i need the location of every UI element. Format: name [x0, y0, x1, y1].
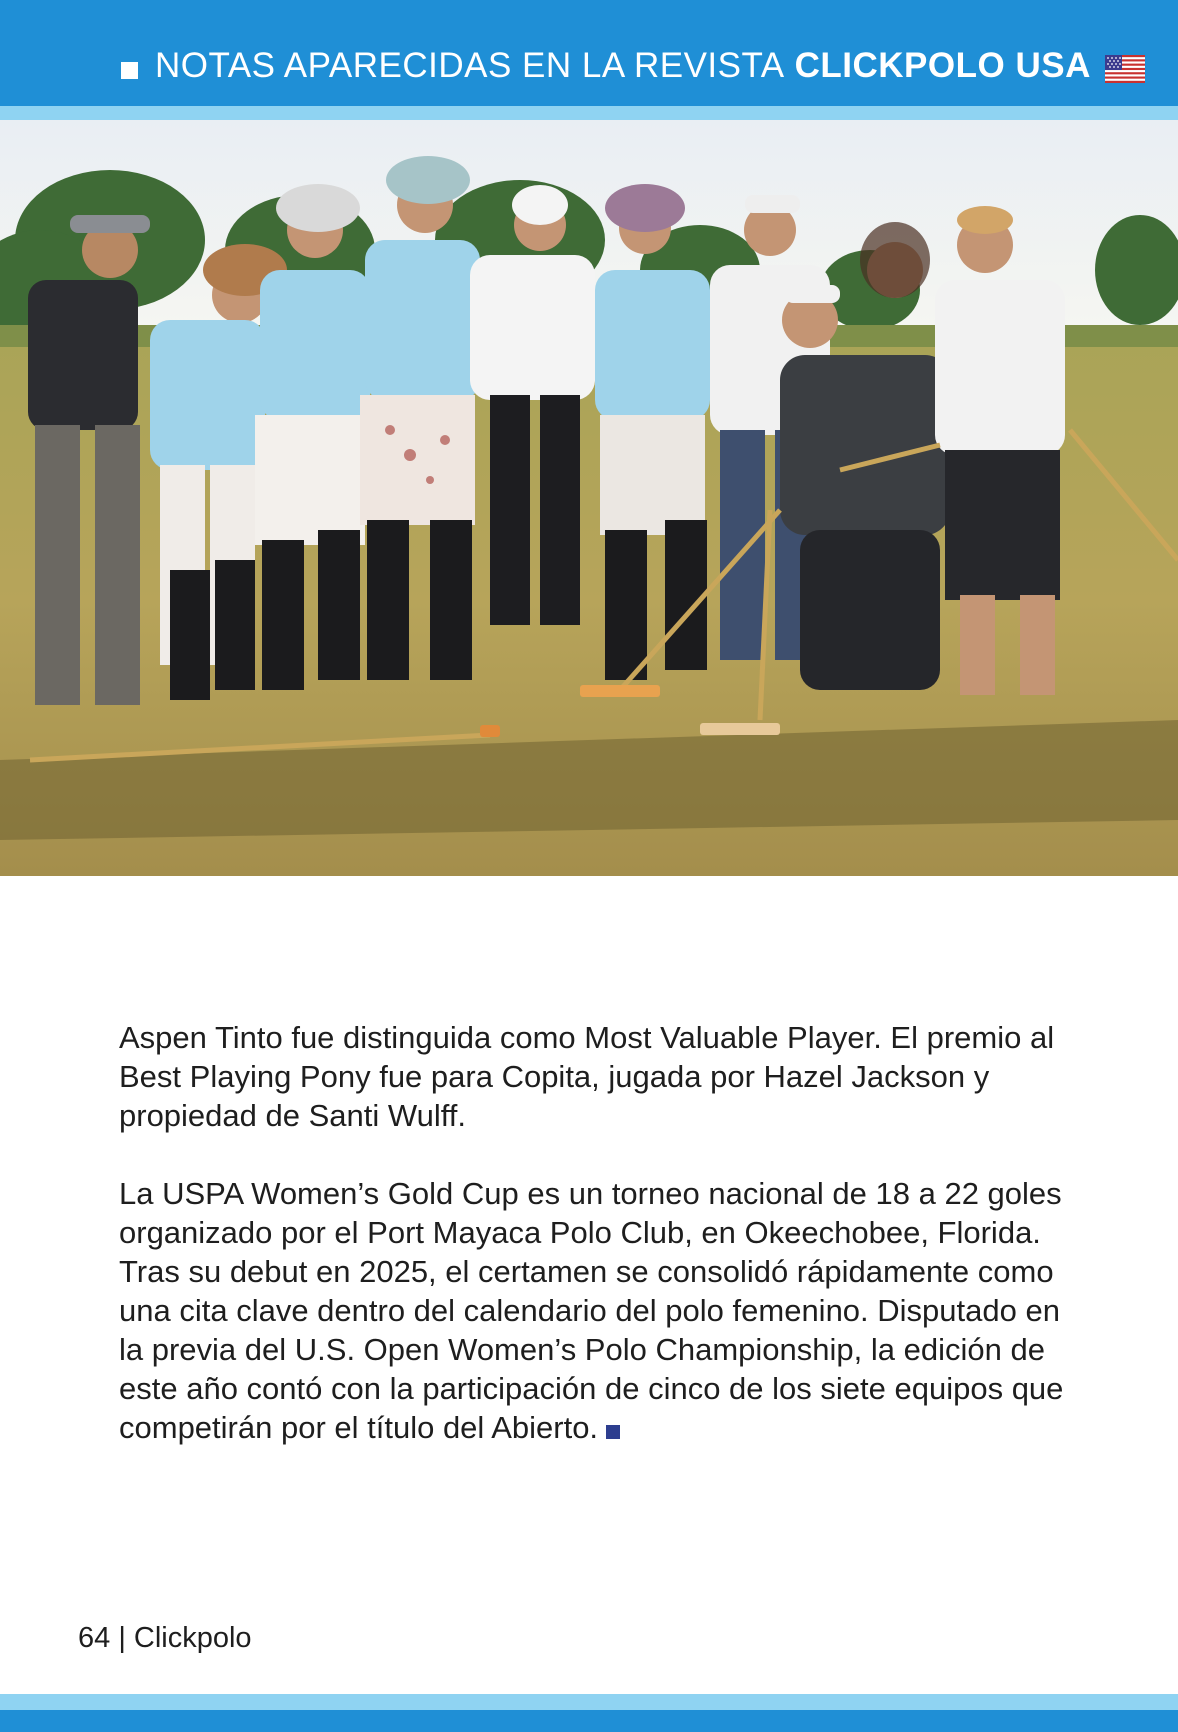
header-title-prefix: NOTAS APARECIDAS EN LA REVISTA — [155, 46, 785, 85]
article-paragraph-text: La USPA Women’s Gold Cup es un torneo nacional de 18 a 22 goles organizado por el Port Mayaca Polo Club, en Okeechobee, Florida. Tras su debut en 2025, el certamen se consolidó rápidamente como una cita clave dentro del calendario del polo femenino. Disputado en la previa del U.S. Open Women’s Polo Championship, la edición de este año contó con la participación de cinco de los siete equipos que competirán por el título del Abierto. — [119, 1176, 1064, 1445]
footer-stripe — [0, 1694, 1178, 1710]
page-footer: 64 | Clickpolo — [78, 1622, 252, 1654]
article-paragraph: Aspen Tinto fue distinguida como Most Valuable Player. El premio al Best Playing Pony fue para Copita, jugada por Hazel Jackson y propiedad de Santi Wulff. — [119, 1020, 1055, 1133]
article-paragraph — [119, 1174, 1069, 1447]
end-mark-icon — [606, 1425, 620, 1439]
square-bullet-icon — [121, 62, 138, 79]
header-title-brand: CLICKPOLO USA — [794, 46, 1091, 85]
article-body — [119, 1018, 1069, 1486]
team-photo — [0, 120, 1178, 876]
us-flag-icon — [1105, 52, 1145, 80]
header-title — [121, 44, 1145, 88]
header-stripe — [0, 106, 1178, 120]
footer-bar — [0, 1710, 1178, 1732]
